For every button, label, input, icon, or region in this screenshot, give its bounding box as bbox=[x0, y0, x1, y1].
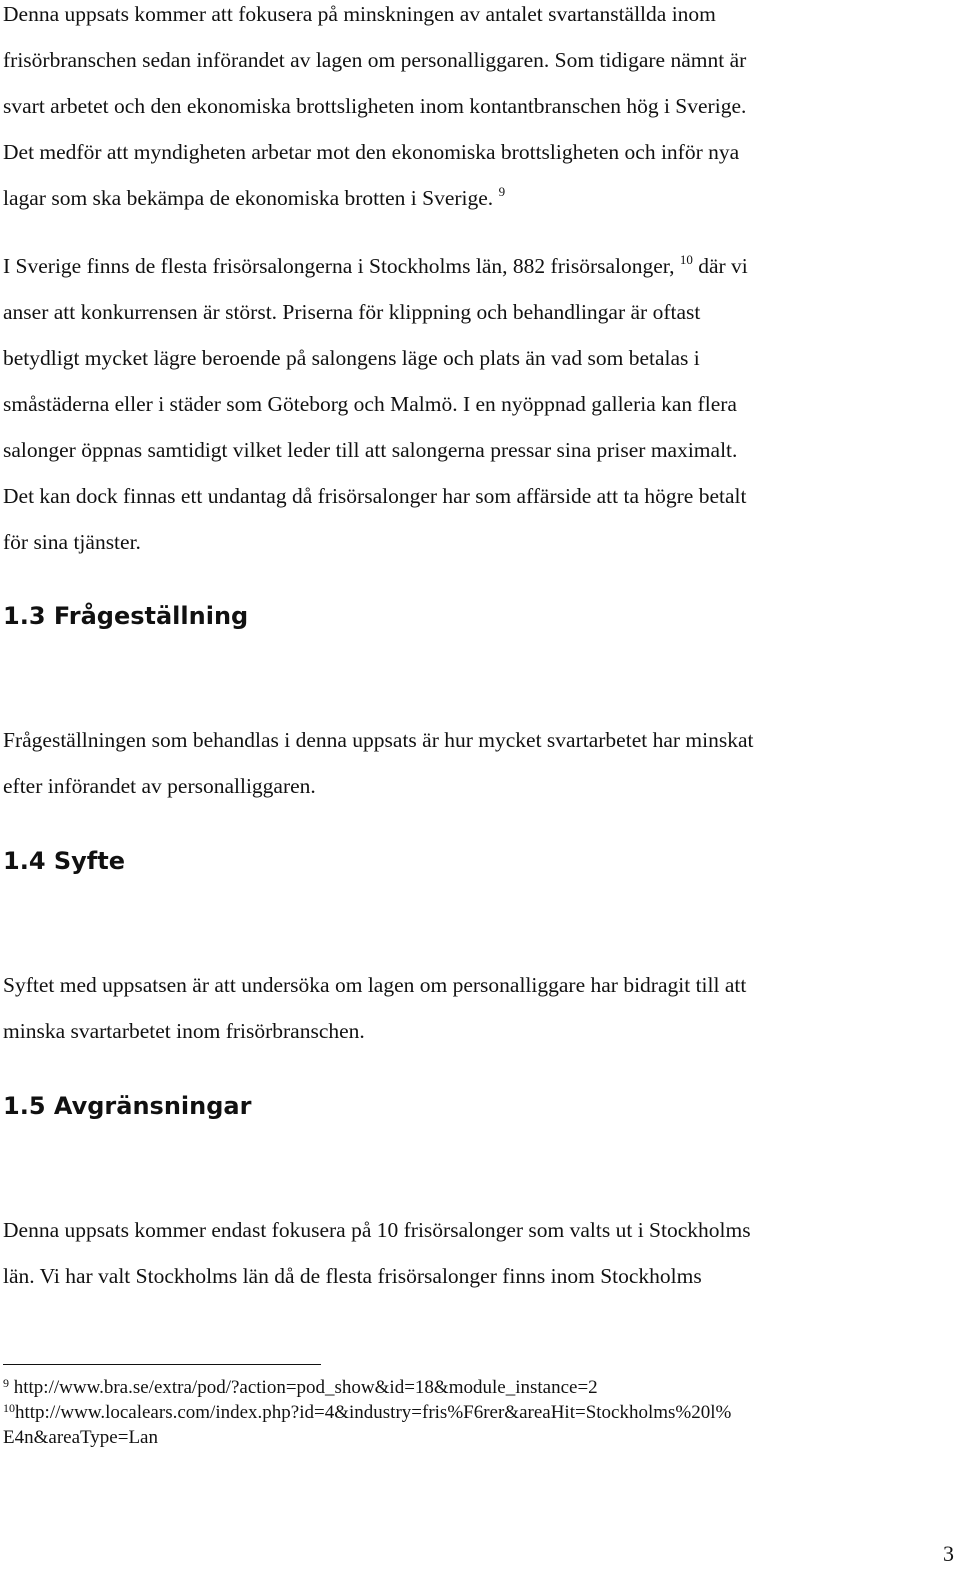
footnote-reference-9: 9 bbox=[498, 184, 506, 199]
footnotes bbox=[3, 1375, 953, 1450]
footnote-10-continued bbox=[3, 1425, 953, 1450]
paragraph-question bbox=[3, 717, 938, 809]
paragraph-line: Frågeställningen som behandlas i denna uppsats är hur mycket svartarbetet har minskat bbox=[3, 728, 754, 752]
paragraph-line: Det kan dock finnas ett undantag då frisörsalonger har som affärside att ta högre betalt bbox=[3, 484, 747, 508]
footnote-10 bbox=[3, 1400, 953, 1425]
footnote-separator bbox=[3, 1364, 321, 1365]
paragraph-line: betydligt mycket lägre beroende på salongens läge och plats än vad som betalas i bbox=[3, 346, 700, 370]
footnote-text: http://www.localears.com/index.php?id=4&industry=fris%F6rer&areaHit=Stockholms%20l% bbox=[15, 1402, 732, 1423]
paragraph-line: Syftet med uppsatsen är att undersöka om lagen om personalliggare har bidragit till att bbox=[3, 973, 747, 997]
paragraph-text: lagar som ska bekämpa de ekonomiska brotten i Sverige. bbox=[3, 186, 494, 210]
footnote-reference-10: 10 bbox=[679, 252, 693, 267]
paragraph-line bbox=[3, 243, 938, 289]
paragraph-stockholm-salons bbox=[3, 243, 938, 565]
paragraph-line: minska svartarbetet inom frisörbranschen. bbox=[3, 1019, 365, 1043]
paragraph-line: småstäderna eller i städer som Göteborg och Malmö. I en nyöppnad galleria kan flera bbox=[3, 392, 737, 416]
paragraph-line: svart arbetet och den ekonomiska brottsligheten inom kontantbranschen hög i Sverige. bbox=[3, 94, 747, 118]
footnote-number: 9 bbox=[3, 1376, 9, 1390]
footnote-text: http://www.bra.se/extra/pod/?action=pod_show&id=18&module_instance=2 bbox=[9, 1377, 598, 1398]
footnote-text: E4n&areaType=Lan bbox=[3, 1427, 158, 1448]
paragraph-line bbox=[3, 175, 938, 221]
paragraph-line: anser att konkurrensen är störst. Priserna för klippning och behandlingar är oftast bbox=[3, 300, 701, 324]
paragraph-line: efter införandet av personalliggaren. bbox=[3, 774, 316, 798]
paragraph-line: Det medför att myndigheten arbetar mot den ekonomiska brottsligheten och inför nya bbox=[3, 140, 740, 164]
heading-1-5: 1.5 Avgränsningar bbox=[3, 1092, 252, 1120]
paragraph-focus bbox=[3, 0, 938, 221]
paragraph-line: Denna uppsats kommer att fokusera på minskningen av antalet svartanställda inom bbox=[3, 2, 716, 26]
heading-1-3: 1.3 Frågeställning bbox=[3, 602, 249, 630]
page-number: 3 bbox=[943, 1541, 954, 1566]
paragraph-delimitations bbox=[3, 1207, 938, 1299]
footnote-9 bbox=[3, 1375, 953, 1400]
heading-1-4: 1.4 Syfte bbox=[3, 847, 125, 875]
paragraph-line: län. Vi har valt Stockholms län då de flesta frisörsalonger finns inom Stockholms bbox=[3, 1264, 702, 1288]
footnote-number: 10 bbox=[3, 1401, 15, 1415]
paragraph-text: där vi bbox=[692, 254, 748, 278]
paragraph-line: Denna uppsats kommer endast fokusera på 10 frisörsalonger som valts ut i Stockholms bbox=[3, 1218, 751, 1242]
paragraph-text: I Sverige finns de flesta frisörsalongerna i Stockholms län, 882 frisörsalonger, bbox=[3, 254, 675, 278]
paragraph-line: frisörbranschen sedan införandet av lagen om personalliggaren. Som tidigare nämnt är bbox=[3, 48, 747, 72]
paragraph-line: salonger öppnas samtidigt vilket leder till att salongerna pressar sina priser maximalt. bbox=[3, 438, 738, 462]
paragraph-line: för sina tjänster. bbox=[3, 530, 141, 554]
paragraph-purpose bbox=[3, 962, 938, 1054]
